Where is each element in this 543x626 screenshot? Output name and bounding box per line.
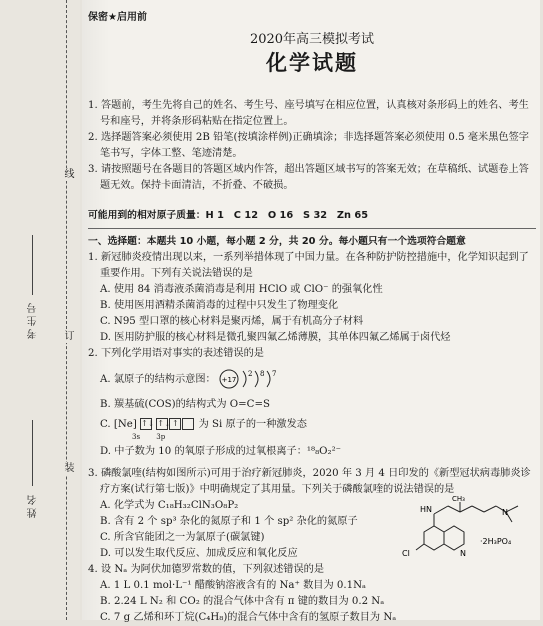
- confidential-mark: 保密★启用前: [88, 12, 147, 23]
- q4-option-b: B. 2.24 L N₂ 和 CO₂ 的混合气体中含有 π 键的数目为 0.2 Nₐ: [100, 596, 385, 607]
- q1-option-b: B. 使用医用酒精杀菌消毒的过程中只发生了物理变化: [100, 300, 339, 311]
- question-4: [88, 562, 536, 626]
- mol-hn: HN: [420, 505, 432, 514]
- binding-char-seal: 装: [62, 462, 73, 475]
- label-3s: 3s: [132, 433, 141, 441]
- q3-option-d: D. 可以发生取代反应、加成反应和氧化反应: [100, 548, 298, 559]
- shell-3: 7: [271, 370, 277, 378]
- orbital-labels: [88, 433, 536, 442]
- divider: [88, 228, 536, 229]
- q2-option-b: B. 羰基硫(COS)的结构式为 O=C=S: [100, 399, 270, 410]
- instructions: [88, 98, 536, 194]
- binding-char-bind: 订: [62, 330, 73, 343]
- binding-dashed-line: [66, 0, 67, 620]
- question-2: [88, 346, 536, 460]
- question-1: [88, 250, 536, 346]
- exam-id-line: [32, 235, 33, 295]
- instruction-2: 2. 选择题答案必须使用 2B 铅笔(按填涂样例)正确填涂；非选择题答案必须使用 0.5 毫米黑色签字笔书写，字体工整、笔迹清楚。: [88, 132, 529, 159]
- q1-stem: 1. 新冠肺炎疫情出现以来，一系列举措体现了中国力量。在各种防护防控措施中，化学知识起到了重要作用。下列有关说法错误的是: [88, 252, 529, 279]
- q2-option-c-prefix: C. [Ne]: [100, 419, 137, 430]
- atomic-masses: 可能用到的相对原子质量：H 1 C 12 O 16 S 32 Zn 65: [88, 210, 369, 221]
- q1-option-c: C. N95 型口罩的核心材料是聚丙烯，属于有机高分子材料: [100, 316, 364, 327]
- subject-title: 化学试题: [266, 50, 358, 75]
- exam-page: [82, 0, 540, 623]
- q3-option-b: B. 含有 2 个 sp³ 杂化的氮原子和 1 个 sp² 杂化的氮原子: [100, 516, 358, 527]
- mol-phosphate: ·2H₃PO₄: [480, 537, 512, 546]
- mol-n-amine: N: [502, 508, 508, 517]
- q4-option-a: A. 1 L 0.1 mol·L⁻¹ 醋酸钠溶液含有的 Na⁺ 数目为 0.1Nₐ: [100, 580, 366, 591]
- name-label: 姓名: [28, 492, 39, 518]
- binding-char-line: 线: [62, 168, 73, 181]
- instruction-1: 1. 答题前，考生先将自己的姓名、考生号、座号填写在相应位置，认真核对条形码上的姓名、考生号和座号，并将条形码粘贴在指定位置上。: [88, 100, 529, 127]
- q2-option-c: [88, 417, 536, 433]
- orbital-box-3p-3: [182, 418, 194, 430]
- section-one-heading: 一、选择题：本题共 10 小题，每小题 2 分，共 20 分。每小题只有一个选项符合题意: [88, 236, 466, 247]
- orbital-box-3s: ↑↓: [141, 419, 155, 428]
- mol-cl: Cl: [402, 549, 410, 558]
- atom-nucleus: +17: [221, 376, 237, 384]
- q4-stem: 4. 设 Nₐ 为阿伏加德罗常数的值，下列叙述错误的是: [88, 564, 325, 575]
- orbital-box-3p-2: ↑: [169, 418, 181, 430]
- chloroquine-structure: [394, 494, 534, 564]
- q2-option-a-text: A. 氯原子的结构示意图：: [100, 374, 216, 385]
- label-3p: 3p: [156, 433, 166, 441]
- exam-title: 2020年高三模拟考试: [249, 32, 375, 47]
- q2-option-a: [88, 368, 536, 391]
- q1-option-d: D. 医用防护服的核心材料是微孔聚四氟乙烯薄膜，其单体四氟乙烯属于卤代烃: [100, 332, 451, 343]
- q4-option-c: C. 7 g 乙烯和环丁烷(C₄H₈)的混合气体中含有的氢原子数目为 Nₐ: [100, 612, 397, 623]
- q2-option-c-suffix: 为 Si 原子的一种激发态: [198, 419, 307, 430]
- shell-1: 2: [247, 370, 253, 378]
- mol-n-ring: N: [460, 549, 466, 558]
- name-line: [32, 420, 33, 486]
- exam-id-label: 考生号: [28, 300, 39, 339]
- q3-stem: 3. 磷酸氯喹(结构如图所示)可用于治疗新冠肺炎，2020 年 3 月 4 日印发的《新型冠状病毒肺炎诊疗方案(试行第七版)》中明确规定了其用量。下列关于磷酸氯喹的说法错误的是: [88, 468, 531, 495]
- binding-margin: [0, 0, 80, 620]
- q2-option-d: D. 中子数为 10 的氧原子形成的过氧根离子：¹⁸₈O₂²⁻: [100, 446, 342, 457]
- q2-stem: 2. 下列化学用语对事实的表述错误的是: [88, 348, 264, 359]
- chlorine-atom-diagram: [219, 368, 291, 390]
- q3-option-c: C. 所含官能团之一为氯原子(碳氯键): [100, 532, 265, 543]
- shell-2: 8: [259, 370, 265, 378]
- orbital-box-3p-1: ↑↓: [157, 419, 171, 428]
- q1-option-a: A. 使用 84 消毒液杀菌消毒是利用 HClO 或 ClO⁻ 的强氧化性: [100, 284, 383, 295]
- instruction-3: 3. 请按照题号在各题目的答题区域内作答，超出答题区域书写的答案无效；在草稿纸、试题卷上答题无效。保持卡面清洁，不折叠、不破损。: [88, 164, 529, 191]
- q3-option-a: A. 化学式为 C₁₈H₃₂ClN₃O₈P₂: [100, 500, 239, 511]
- mol-ch3: CH₃: [452, 495, 465, 503]
